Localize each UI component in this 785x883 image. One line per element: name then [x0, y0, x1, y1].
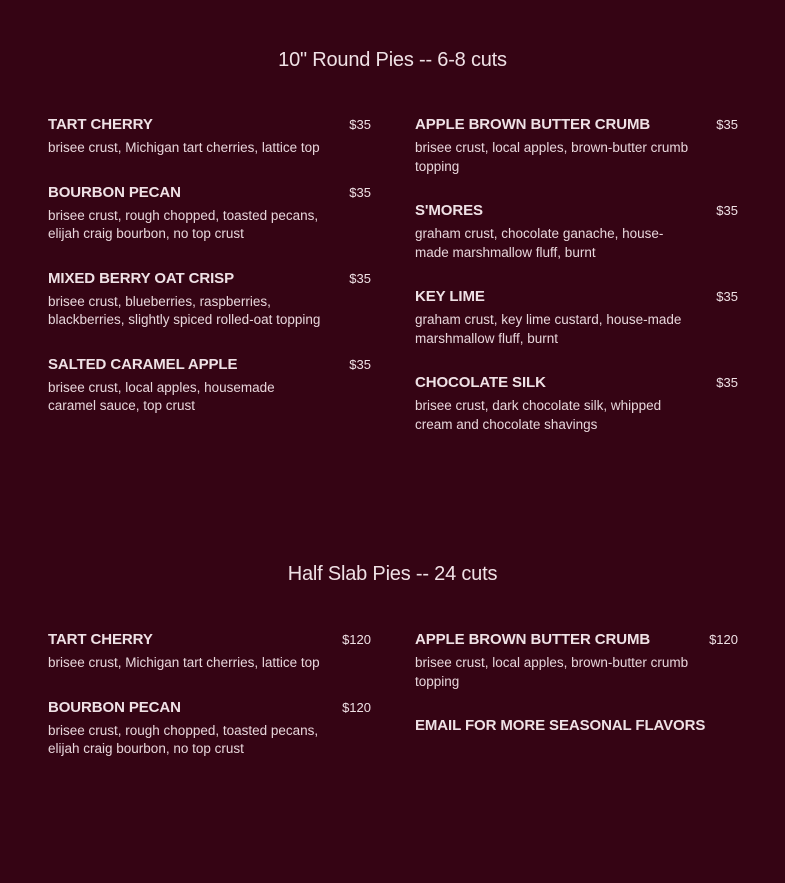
round-pies-right-column	[415, 116, 738, 460]
item-description: graham crust, chocolate ganache, house-made marshmallow fluff, burnt	[415, 226, 664, 260]
item-name: APPLE BROWN BUTTER CRUMB	[415, 116, 651, 133]
slab-pies-grid	[48, 631, 738, 785]
menu-item	[415, 202, 738, 262]
item-name: BOURBON PECAN	[48, 698, 181, 716]
round-pies-grid	[48, 116, 738, 460]
item-name: TART CHERRY	[48, 116, 153, 133]
item-price: $120	[342, 699, 371, 715]
round-pies-left-column	[48, 116, 371, 460]
item-description: brisee crust, rough chopped, toasted pecans, elijah craig bourbon, no top crust	[48, 207, 319, 241]
menu-item	[48, 270, 371, 330]
menu-item	[48, 699, 371, 759]
menu-item	[415, 116, 738, 176]
item-name: S'MORES	[415, 202, 483, 219]
item-name: TART CHERRY	[48, 631, 153, 648]
menu-item	[415, 631, 738, 691]
item-price: $35	[349, 184, 371, 200]
item-description: brisee crust, local apples, housemade caramel sauce, top crust	[48, 379, 275, 413]
item-description: brisee crust, rough chopped, toasted pecans, elijah craig bourbon, no top crust	[48, 722, 319, 756]
menu-item	[415, 288, 738, 348]
item-name: APPLE BROWN BUTTER CRUMB	[415, 631, 651, 648]
item-name: KEY LIME	[415, 288, 485, 305]
item-price: $120	[342, 632, 371, 647]
item-name: BOURBON PECAN	[48, 183, 181, 201]
item-description: brisee crust, Michigan tart cherries, lattice top	[48, 140, 320, 155]
menu-item	[48, 356, 371, 416]
item-description: brisee crust, Michigan tart cherries, lattice top	[48, 655, 320, 670]
item-price: $35	[716, 203, 738, 218]
menu-item	[48, 184, 371, 244]
item-price: $35	[716, 117, 738, 132]
menu-item	[415, 374, 738, 434]
slab-pies-right-column	[415, 631, 738, 785]
menu-item	[48, 631, 371, 673]
item-description: brisee crust, local apples, brown-butter crumb topping	[415, 140, 689, 174]
item-price: $35	[716, 375, 738, 390]
slab-pies-section	[0, 563, 785, 586]
section-title: Half Slab Pies -- 24 cuts	[287, 563, 498, 585]
item-description: graham crust, key lime custard, house-made marshmallow fluff, burnt	[415, 312, 682, 346]
item-price: $120	[709, 632, 738, 647]
round-pies-section	[0, 49, 785, 72]
item-description: brisee crust, blueberries, raspberries, blackberries, slightly spiced rolled-oat topping	[48, 293, 321, 327]
menu-item	[48, 116, 371, 158]
slab-pies-left-column	[48, 631, 371, 785]
item-price: $35	[716, 289, 738, 304]
seasonal-note	[415, 717, 738, 735]
item-description: brisee crust, local apples, brown-butter crumb topping	[415, 655, 689, 689]
item-price: $35	[349, 356, 371, 372]
item-price: $35	[349, 270, 371, 286]
item-price: $35	[349, 117, 371, 132]
item-name: MIXED BERRY OAT CRISP	[48, 269, 234, 287]
item-description: brisee crust, dark chocolate silk, whipped cream and chocolate shavings	[415, 398, 662, 432]
seasonal-flavors-note: EMAIL FOR MORE SEASONAL FLAVORS	[415, 717, 706, 734]
item-name: SALTED CARAMEL APPLE	[48, 355, 238, 373]
item-name: CHOCOLATE SILK	[415, 374, 546, 391]
section-title: 10" Round Pies -- 6-8 cuts	[278, 49, 507, 71]
